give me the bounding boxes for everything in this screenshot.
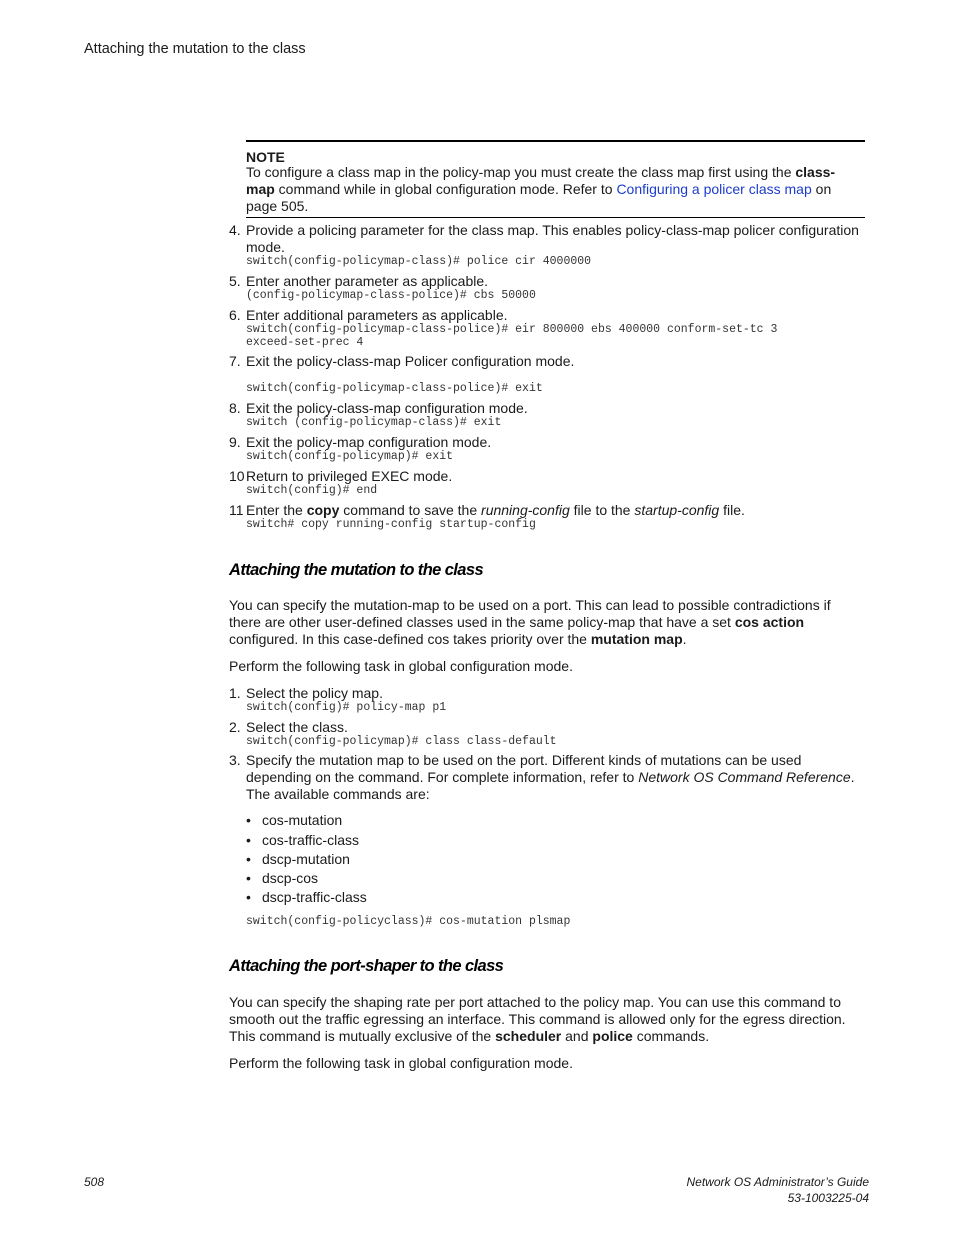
step-number: 7. xyxy=(229,353,241,369)
code-line: switch(config-policymap-class-police)# eir 800000 ebs 400000 conform-set-tc 3 xyxy=(246,323,778,336)
paragraph: Perform the following task in global configuration mode. xyxy=(229,1055,573,1071)
note-top-rule xyxy=(246,140,865,142)
bullet-item: • xyxy=(246,832,251,848)
bullet-text: cos-traffic-class xyxy=(262,832,359,848)
bullet-text: dscp-mutation xyxy=(262,851,350,867)
bullet-text: cos-mutation xyxy=(262,812,343,828)
policer-class-map-link[interactable]: Configuring a policer class map xyxy=(616,181,812,197)
paragraph: You can specify the shaping rate per port attached to the policy map. You can use this command to smooth out the traffic egressing an interface. This command is allowed only for the egress direction. This command is mutually exclusive of the scheduler and police commands. xyxy=(229,994,846,1044)
step-text: Return to privileged EXEC mode. xyxy=(246,468,453,484)
code-line: exceed-set-prec 4 xyxy=(246,336,364,349)
step-number: 2. xyxy=(229,719,241,735)
step-number: 11 xyxy=(229,502,244,518)
step-text: Select the class. xyxy=(246,719,348,735)
step-number: 9. xyxy=(229,434,241,450)
paragraph: Perform the following task in global configuration mode. xyxy=(229,658,573,674)
step-text: Enter additional parameters as applicable. xyxy=(246,307,508,323)
section-heading: Attaching the mutation to the class xyxy=(229,561,484,579)
step-number: 6. xyxy=(229,307,241,323)
bullet-item: • xyxy=(246,870,251,886)
code-line: switch(config)# policy-map p1 xyxy=(246,701,447,714)
code-line: switch(config-policymap-class)# police cir 4000000 xyxy=(246,255,592,268)
step-number: 8. xyxy=(229,400,241,416)
code-line: switch(config-policyclass)# cos-mutation plsmap xyxy=(246,915,571,928)
bullet-item: • xyxy=(246,889,251,905)
step-text: Provide a policing parameter for the class map. This enables policy-class-map policer configuration mode. xyxy=(246,222,859,255)
step-number: 1. xyxy=(229,685,241,701)
code-line: switch(config)# end xyxy=(246,484,378,497)
bullet-item: • xyxy=(246,851,251,867)
code-line: switch(config-policymap)# exit xyxy=(246,450,454,463)
guide-title: Network OS Administrator’s Guide xyxy=(686,1175,869,1189)
note-heading: NOTE xyxy=(246,149,285,165)
note-body: To configure a class map in the policy-map you must create the class map first using the class- map command while in global configuration mode. Refer to Configuring a policer class map on page 505. xyxy=(246,164,836,214)
step-text: Select the policy map. xyxy=(246,685,383,701)
code-line: switch (config-policymap-class)# exit xyxy=(246,416,502,429)
step-number: 5. xyxy=(229,273,241,289)
step-number: 3. xyxy=(229,752,241,768)
bullet-item: • xyxy=(246,812,251,828)
code-line: switch(config-policymap)# class class-default xyxy=(246,735,557,748)
paragraph: You can specify the mutation-map to be used on a port. This can lead to possible contradictions if there are other user-defined classes used in the same policy-map that have a set cos action configured. In this case-defined cos takes priority over the mutation map. xyxy=(229,597,831,647)
document-number: 53-1003225-04 xyxy=(787,1191,869,1205)
bullet-text: dscp-traffic-class xyxy=(262,889,367,905)
step-text: Enter another parameter as applicable. xyxy=(246,273,489,289)
page-number: 508 xyxy=(84,1175,105,1189)
step-text: Enter the copy command to save the running-config file to the startup-config file. xyxy=(246,502,745,518)
step-text: Exit the policy-map configuration mode. xyxy=(246,434,492,450)
section-heading: Attaching the port-shaper to the class xyxy=(229,957,504,975)
note-bottom-rule xyxy=(246,217,865,218)
code-line: switch# copy running-config startup-config xyxy=(246,518,536,531)
step-text: Exit the policy-class-map configuration mode. xyxy=(246,400,528,416)
bullet-text: dscp-cos xyxy=(262,870,319,886)
step-number: 4. xyxy=(229,222,241,238)
step-text: Exit the policy-class-map Policer configuration mode. xyxy=(246,353,575,369)
step-number: 10 xyxy=(229,468,245,484)
code-line: (config-policymap-class-police)# cbs 50000 xyxy=(246,289,536,302)
code-line: switch(config-policymap-class-police)# exit xyxy=(246,382,543,395)
running-header: Attaching the mutation to the class xyxy=(84,41,306,57)
step-text: Specify the mutation map to be used on the port. Different kinds of mutations can be used depending on the command. For complete information, refer to Network OS Command Reference. The available commands are: xyxy=(246,752,855,802)
